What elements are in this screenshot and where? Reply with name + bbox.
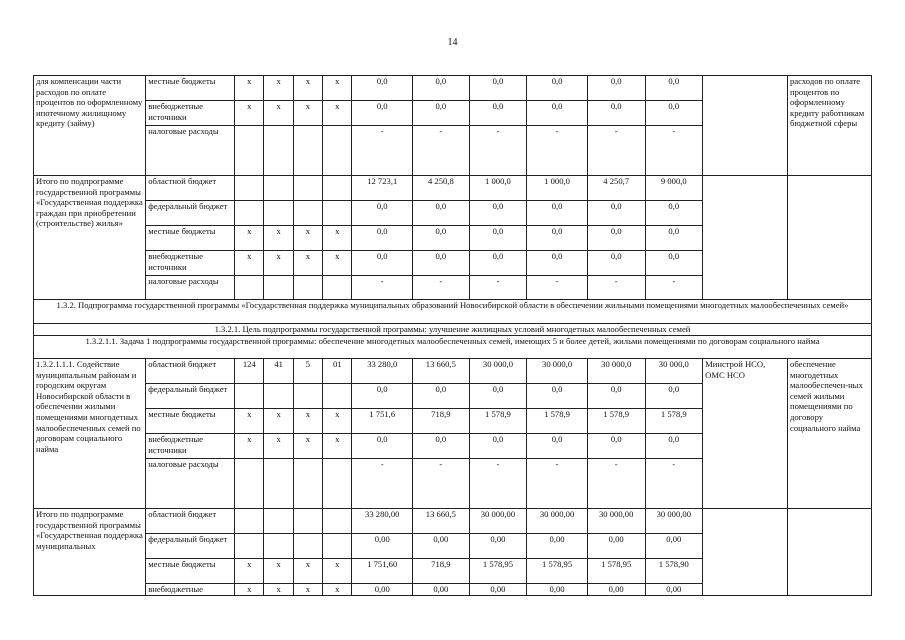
year-value: - — [469, 459, 527, 509]
classification-code — [264, 534, 293, 559]
classification-code — [323, 276, 352, 300]
classification-code: x — [293, 559, 322, 584]
year-value: - — [527, 276, 588, 300]
year-value: 0,0 — [587, 251, 645, 276]
year-value: 30 000,00 — [469, 509, 527, 534]
classification-code: x — [264, 226, 293, 251]
classification-code — [264, 176, 293, 201]
classification-code — [323, 201, 352, 226]
year-value: - — [352, 459, 413, 509]
year-value: 0,0 — [352, 201, 413, 226]
year-value: 0,0 — [469, 76, 527, 101]
year-value: 0,0 — [413, 384, 470, 409]
year-value: 13 660,5 — [413, 359, 470, 384]
classification-code: x — [264, 559, 293, 584]
year-value: 0,0 — [527, 251, 588, 276]
classification-code: x — [264, 251, 293, 276]
year-value: 0,0 — [587, 201, 645, 226]
year-value: 0,00 — [352, 584, 413, 596]
year-value: 0,0 — [527, 76, 588, 101]
year-value: - — [413, 459, 470, 509]
year-value: - — [352, 126, 413, 176]
year-value: 9 000,0 — [645, 176, 703, 201]
classification-code: x — [235, 226, 264, 251]
classification-code: x — [235, 584, 264, 596]
classification-code: x — [293, 409, 322, 434]
year-value: 0,0 — [645, 251, 703, 276]
page-number: 14 — [447, 37, 458, 48]
year-value: 0,0 — [352, 434, 413, 459]
year-value: - — [469, 126, 527, 176]
year-value: 0,00 — [645, 584, 703, 596]
classification-code — [235, 201, 264, 226]
year-value: 0,00 — [527, 534, 588, 559]
classification-code — [293, 126, 322, 176]
classification-code — [235, 459, 264, 509]
classification-code — [323, 384, 352, 409]
classification-code — [293, 176, 322, 201]
classification-code: x — [293, 101, 322, 126]
year-value: 1 578,9 — [587, 409, 645, 434]
year-value: 0,00 — [527, 584, 588, 596]
year-value: 0,00 — [469, 534, 527, 559]
year-value: 30 000,00 — [645, 509, 703, 534]
table-row — [34, 76, 872, 101]
year-value: 13 660,5 — [413, 509, 470, 534]
year-value: 0,0 — [469, 434, 527, 459]
year-value: 0,0 — [587, 101, 645, 126]
year-value: 1 578,9 — [527, 409, 588, 434]
year-value: - — [352, 276, 413, 300]
year-value: 0,0 — [645, 76, 703, 101]
funding-source: внебюджетные источники — [146, 101, 235, 126]
year-value: - — [587, 459, 645, 509]
funding-source: областной бюджет — [146, 509, 235, 534]
classification-code — [293, 201, 322, 226]
year-value: 0,0 — [413, 201, 470, 226]
year-value: 30 000,0 — [469, 359, 527, 384]
classification-code: x — [323, 251, 352, 276]
funding-source: внебюджетные источники — [146, 251, 235, 276]
year-value: - — [645, 459, 703, 509]
year-value: 1 578,9 — [645, 409, 703, 434]
year-value: 12 723,1 — [352, 176, 413, 201]
classification-code — [323, 534, 352, 559]
classification-code — [293, 509, 322, 534]
classification-code: x — [264, 101, 293, 126]
table-row — [34, 509, 872, 534]
year-value: - — [527, 459, 588, 509]
classification-code — [323, 459, 352, 509]
year-value: 0,0 — [645, 226, 703, 251]
year-value: - — [527, 126, 588, 176]
year-value: 0,0 — [645, 101, 703, 126]
year-value: 0,0 — [413, 226, 470, 251]
goal-heading: 1.3.2.1. Цель подпрограммы государственной программы: улучшение жилищных условий многодетных малообеспеченных семей — [34, 324, 872, 336]
classification-code: x — [235, 559, 264, 584]
year-value: 0,0 — [527, 201, 588, 226]
section-row — [34, 324, 872, 336]
classification-code: x — [293, 434, 322, 459]
classification-code: 01 — [323, 359, 352, 384]
classification-code: x — [323, 101, 352, 126]
year-value: 0,0 — [645, 201, 703, 226]
year-value: 0,0 — [469, 384, 527, 409]
year-value: 0,00 — [587, 584, 645, 596]
classification-code — [235, 509, 264, 534]
year-value: 0,0 — [587, 384, 645, 409]
year-value: 0,0 — [352, 76, 413, 101]
year-value: 33 280,0 — [352, 359, 413, 384]
classification-code: x — [293, 584, 322, 596]
classification-code: x — [323, 76, 352, 101]
year-value: 0,0 — [352, 226, 413, 251]
year-value: 1 751,60 — [352, 559, 413, 584]
classification-code: x — [323, 584, 352, 596]
funding-source: областной бюджет — [146, 359, 235, 384]
funding-source: местные бюджеты — [146, 226, 235, 251]
executor-cell: Минстрой НСО, ОМС НСО — [703, 359, 788, 509]
year-value: 1 000,0 — [469, 176, 527, 201]
year-value: 0,0 — [469, 226, 527, 251]
year-value: 0,00 — [352, 534, 413, 559]
year-value: 718,9 — [413, 559, 470, 584]
funding-source: налоговые расходы — [146, 126, 235, 176]
classification-code: x — [293, 76, 322, 101]
year-value: 0,0 — [469, 251, 527, 276]
task-heading: 1.3.2.1.1. Задача 1 подпрограммы государственной программы: обеспечение многодетных малообеспеченных семей, имеющих 5 и более детей, жильми помещениями по договорам социального найма — [34, 336, 872, 359]
classification-code — [264, 459, 293, 509]
funding-source: внебюджетные — [146, 584, 235, 596]
classification-code — [264, 509, 293, 534]
classification-code: x — [264, 76, 293, 101]
classification-code: 5 — [293, 359, 322, 384]
year-value: 0,0 — [527, 384, 588, 409]
year-value: 30 000,00 — [587, 509, 645, 534]
year-value: 0,0 — [587, 226, 645, 251]
result-cell: расходов по оплате процентов по оформленному кредиту работникам бюджетной сферы — [788, 76, 872, 176]
funding-source: внебюджетные источники — [146, 434, 235, 459]
year-value: 0,00 — [645, 534, 703, 559]
year-value: - — [469, 276, 527, 300]
year-value: 0,00 — [413, 534, 470, 559]
executor-cell — [703, 76, 788, 176]
table-row — [34, 176, 872, 201]
classification-code — [293, 534, 322, 559]
year-value: - — [413, 126, 470, 176]
classification-code — [293, 276, 322, 300]
measure-name: 1.3.2.1.1.1. Содействие муниципальным районам и городским округам Новосибирской области в обеспечении жилыми помещениями многодетных малообеспеченных семей по договорам социального найма — [34, 359, 146, 509]
result-cell — [788, 509, 872, 596]
classification-code — [235, 534, 264, 559]
year-value: 0,0 — [527, 434, 588, 459]
funding-source: местные бюджеты — [146, 76, 235, 101]
classification-code — [264, 384, 293, 409]
program-table — [33, 75, 872, 596]
year-value: - — [413, 276, 470, 300]
executor-cell — [703, 509, 788, 596]
measure-name: Итого по подпрограмме государственной программы «Государственная поддержка муниципальных — [34, 509, 146, 596]
year-value: - — [587, 276, 645, 300]
funding-source: федеральный бюджет — [146, 384, 235, 409]
classification-code: 124 — [235, 359, 264, 384]
classification-code — [235, 176, 264, 201]
classification-code — [264, 201, 293, 226]
classification-code — [323, 176, 352, 201]
year-value: 30 000,0 — [587, 359, 645, 384]
year-value: 0,0 — [413, 251, 470, 276]
classification-code: x — [264, 409, 293, 434]
classification-code — [293, 384, 322, 409]
year-value: 0,00 — [469, 584, 527, 596]
classification-code: x — [323, 226, 352, 251]
year-value: 0,00 — [413, 584, 470, 596]
year-value: 0,0 — [587, 434, 645, 459]
classification-code — [235, 384, 264, 409]
funding-source: налоговые расходы — [146, 276, 235, 300]
funding-source: местные бюджеты — [146, 559, 235, 584]
year-value: 0,0 — [645, 434, 703, 459]
classification-code — [293, 459, 322, 509]
year-value: 0,00 — [587, 534, 645, 559]
section-row — [34, 336, 872, 359]
year-value: 0,0 — [469, 101, 527, 126]
funding-source: налоговые расходы — [146, 459, 235, 509]
year-value: 0,0 — [527, 101, 588, 126]
classification-code: x — [235, 76, 264, 101]
year-value: 0,0 — [469, 201, 527, 226]
year-value: 1 751,6 — [352, 409, 413, 434]
year-value: - — [645, 276, 703, 300]
year-value: 0,0 — [352, 101, 413, 126]
year-value: 4 250,8 — [413, 176, 470, 201]
year-value: 30 000,00 — [527, 509, 588, 534]
funding-source: федеральный бюджет — [146, 534, 235, 559]
year-value: 1 000,0 — [527, 176, 588, 201]
measure-name: для компенсации части расходов по оплате процентов по оформленному ипотечному жилищному кредиту (займу) — [34, 76, 146, 176]
classification-code: x — [235, 409, 264, 434]
classification-code: x — [293, 251, 322, 276]
year-value: 1 578,90 — [645, 559, 703, 584]
funding-source: областной бюджет — [146, 176, 235, 201]
year-value: 30 000,0 — [645, 359, 703, 384]
classification-code — [323, 126, 352, 176]
table-body — [34, 76, 872, 596]
classification-code: x — [323, 559, 352, 584]
classification-code — [235, 126, 264, 176]
result-cell — [788, 176, 872, 300]
year-value: 0,0 — [645, 384, 703, 409]
year-value: - — [587, 126, 645, 176]
year-value: 0,0 — [527, 226, 588, 251]
classification-code: x — [235, 251, 264, 276]
year-value: 1 578,9 — [469, 409, 527, 434]
year-value: 0,0 — [413, 76, 470, 101]
funding-source: федеральный бюджет — [146, 201, 235, 226]
year-value: 0,0 — [352, 251, 413, 276]
year-value: 0,0 — [587, 76, 645, 101]
classification-code — [264, 276, 293, 300]
year-value: 1 578,95 — [469, 559, 527, 584]
classification-code: x — [323, 409, 352, 434]
year-value: 30 000,0 — [527, 359, 588, 384]
year-value: 1 578,95 — [587, 559, 645, 584]
section-heading: 1.3.2. Подпрограмма государственной программы «Государственная поддержка муниципальных образований Новосибирской области в обеспечении жильными помещениями многодетных малообеспеченных семей» — [34, 300, 872, 324]
classification-code — [264, 126, 293, 176]
classification-code: x — [323, 434, 352, 459]
year-value: 0,0 — [413, 434, 470, 459]
classification-code — [323, 509, 352, 534]
classification-code: x — [264, 434, 293, 459]
classification-code: x — [264, 584, 293, 596]
executor-cell — [703, 176, 788, 300]
year-value: 718,9 — [413, 409, 470, 434]
classification-code: x — [235, 434, 264, 459]
measure-name: Итого по подпрограмме государственной программы «Государственная поддержка граждан при приобретении (строительстве) жилья» — [34, 176, 146, 300]
section-row — [34, 300, 872, 324]
year-value: - — [645, 126, 703, 176]
classification-code: x — [293, 226, 322, 251]
year-value: 0,0 — [413, 101, 470, 126]
year-value: 4 250,7 — [587, 176, 645, 201]
table-row — [34, 359, 872, 384]
year-value: 0,0 — [352, 384, 413, 409]
year-value: 33 280,00 — [352, 509, 413, 534]
funding-source: местные бюджеты — [146, 409, 235, 434]
classification-code: x — [235, 101, 264, 126]
year-value: 1 578,95 — [527, 559, 588, 584]
classification-code: 41 — [264, 359, 293, 384]
result-cell: обеспечение многодетных малообеспечен-ных семей жилыми помещениями по договору социального найма — [788, 359, 872, 509]
classification-code — [235, 276, 264, 300]
